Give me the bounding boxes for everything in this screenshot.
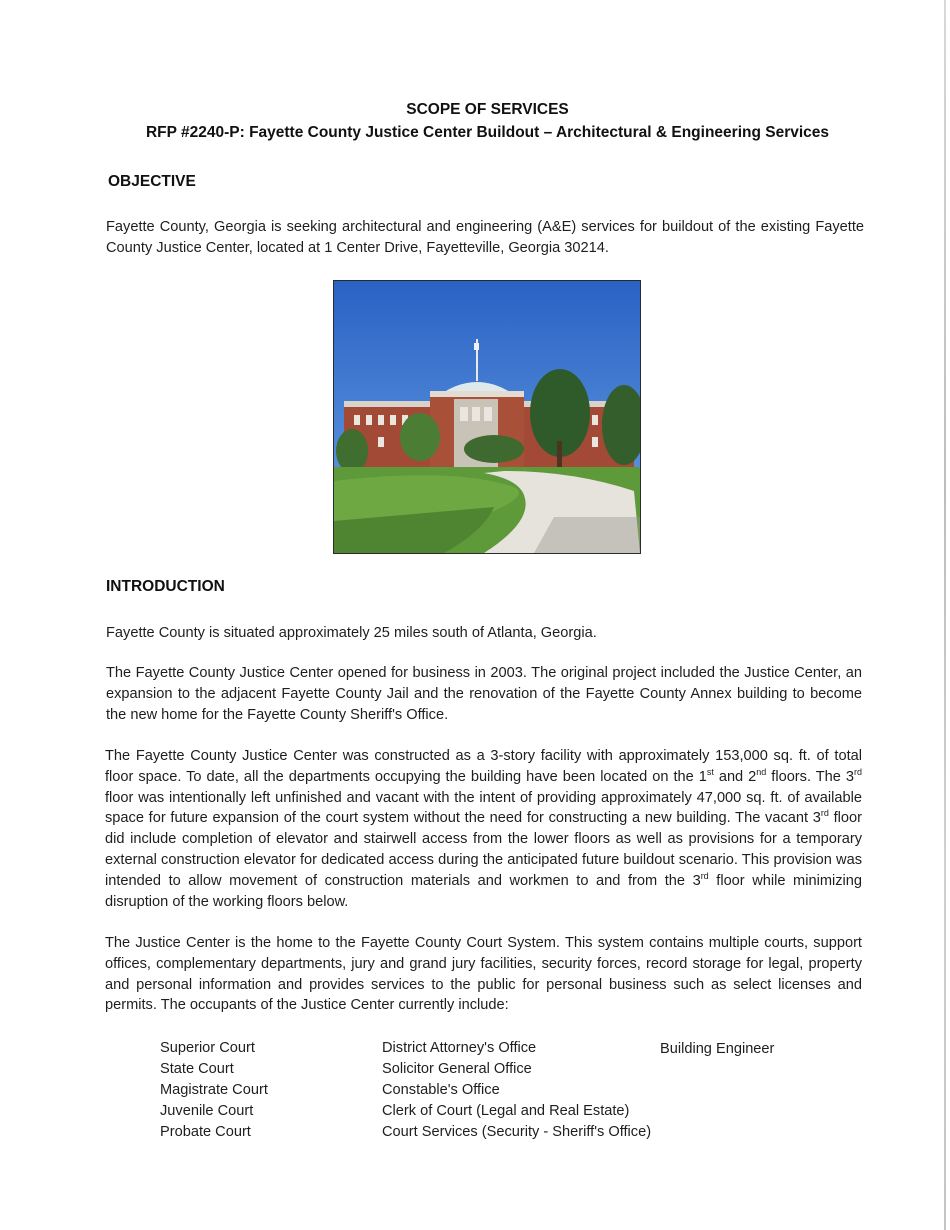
occupant-item: State Court bbox=[160, 1061, 234, 1077]
occupants-column-1 bbox=[160, 1038, 268, 1143]
introduction-paragraph-1: Fayette County is situated approximately 25 miles south of Atlanta, Georgia. bbox=[106, 625, 597, 641]
ordinal-suffix: rd bbox=[853, 766, 862, 777]
ordinal-suffix: rd bbox=[820, 808, 829, 819]
ordinal-suffix: st bbox=[706, 766, 714, 777]
introduction-paragraph-2: The Fayette County Justice Center opened for business in 2003. The original project included the Justice Center, an expansion to the adjacent Fayette County Jail and the renovation of the Fayette County Annex building to become the new home for the Fayette County Sheriff's Office. bbox=[106, 665, 862, 723]
occupant-item: Solicitor General Office bbox=[382, 1061, 532, 1077]
occupant-item: Superior Court bbox=[160, 1040, 255, 1056]
occupant-item: Court Services (Security - Sheriff's Office) bbox=[382, 1124, 652, 1140]
objective-paragraph: Fayette County, Georgia is seeking architectural and engineering (A&E) services for buildout of the existing Fayette County Justice Center, located at 1 Center Drive, Fayetteville, Georgia 30214. bbox=[106, 219, 864, 256]
occupants-column-3 bbox=[660, 1039, 774, 1060]
objective-heading: OBJECTIVE bbox=[108, 173, 196, 190]
text-run: The Fayette County Justice Center was constructed as a 3-story facility with approximately 153,000 sq. ft. of total floor space. To date, all the departments occupying the building have been located on the 1 bbox=[105, 748, 862, 785]
occupant-item: Magistrate Court bbox=[160, 1082, 268, 1098]
text-run: and 2 bbox=[713, 768, 757, 785]
occupant-item: Constable's Office bbox=[382, 1082, 500, 1098]
text-run: floor was intentionally left unfinished and vacant with the intent of providing approximately 47,000 sq. ft. of available space for future expansion of the court system without the need for constructing a new building. The vacant 3 bbox=[105, 789, 862, 827]
introduction-paragraph-4: The Justice Center is the home to the Fayette County Court System. This system contains multiple courts, support offices, complementary departments, jury and grand jury facilities, security forces, record storage for legal, property and personal information and provides services to the public for personal business such as select licenses and permits. The occupants of the Justice Center currently include: bbox=[105, 935, 862, 1014]
occupant-item: Building Engineer bbox=[660, 1041, 775, 1057]
introduction-heading: INTRODUCTION bbox=[106, 578, 225, 595]
introduction-paragraph-3 bbox=[105, 746, 862, 912]
text-run: floors. The 3 bbox=[766, 768, 854, 785]
text-run: floor while minimizing disruption of the working floors below. bbox=[105, 872, 862, 910]
page-edge bbox=[944, 0, 946, 1230]
ordinal-suffix: rd bbox=[700, 870, 709, 881]
occupant-item: Probate Court bbox=[160, 1124, 251, 1140]
document-subtitle: RFP #2240-P: Fayette County Justice Center Buildout – Architectural & Engineering Services bbox=[145, 124, 830, 141]
text-run: floor did include completion of elevator and stairwell access from the lower floors as well as provisions for a temporary external construction elevator for dedicated access during the anticipated future buildout scenario. This provision was intended to allow movement of construction materials and workmen to and from the 3 bbox=[105, 810, 863, 889]
occupant-item: Juvenile Court bbox=[160, 1103, 254, 1119]
ordinal-suffix: nd bbox=[756, 766, 767, 777]
justice-center-photo bbox=[333, 280, 641, 554]
document-title: SCOPE OF SERVICES bbox=[406, 101, 569, 118]
occupants-column-2 bbox=[382, 1038, 651, 1143]
occupant-item: District Attorney's Office bbox=[382, 1040, 537, 1056]
occupant-item: Clerk of Court (Legal and Real Estate) bbox=[382, 1103, 630, 1119]
